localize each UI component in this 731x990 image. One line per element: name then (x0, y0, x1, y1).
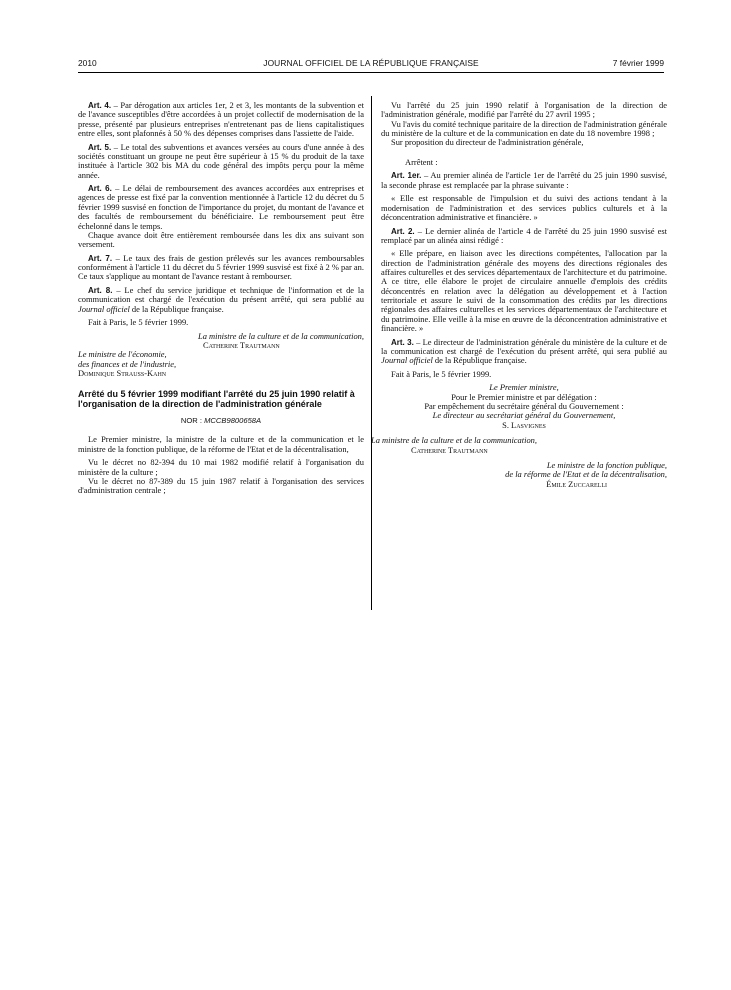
signatory-title: La ministre de la culture et de la communication, (198, 330, 364, 341)
nor-reference: NOR : MCCB9800658A (180, 416, 262, 425)
preamble: Le Premier ministre, la ministre de la culture et de la communication et le ministre de la fonction publique, de la réforme de l'Etat et de la décentralisation, (78, 434, 364, 454)
article-8: Art. 8. – Le chef du service juridique et technique de l'information et de la communication est chargé de l'exécution du présent arrêté, qui sera publié au Journal officiel de la République française. (78, 284, 365, 314)
article-1-quote: « Elle est responsable de l'impulsion et du suivi des actions tendant à la modernisation de l'administration et des services publics culturels et à la déconcentration administrative et financière. » (381, 193, 667, 222)
signatory-title: Le Premier ministre, (489, 382, 559, 393)
decree-title: Arrêté du 5 février 1999 modifiant l'arrêté du 25 juin 1990 relatif à l'organisation de la direction de l'administration générale (78, 389, 355, 410)
signatory-name: Émile Zuccarelli (546, 478, 607, 489)
page-header (78, 58, 664, 72)
signatory-name: Dominique Strauss-Kahn (78, 368, 167, 379)
signatory-delegation: Pour le Premier ministre et par délégation : (451, 391, 597, 402)
signatory-title: des finances et de l'industrie, (78, 358, 177, 369)
article-2: Art. 2. – Le dernier alinéa de l'article 4 de l'arrêté du 25 juin 1990 susvisé est remplacé par un alinéa ainsi rédigé : (381, 225, 667, 245)
signatory-title: Le ministre de l'économie, (78, 349, 167, 360)
visa: Vu l'avis du comité technique paritaire de la direction de l'administration générale du ministère de la culture et de la communication en date du 18 novembre 1998 ; (381, 118, 667, 139)
signature-date: Fait à Paris, le 5 février 1999. (391, 368, 492, 379)
article-5: Art. 5. – Le total des subventions et avances versées au cours d'une année à des sociétés constituant un groupe ne peut être supérieur à 15 % du produit de la taxe instituée à l'article 302 bis MA du code général des impôts perçu pour la même année. (78, 141, 364, 180)
visa: Vu le décret no 87-389 du 15 juin 1987 relatif à l'organisation des services d'administration centrale ; (78, 475, 364, 496)
article-1: Art. 1er. – Au premier alinéa de l'article 1er de l'arrêté du 25 juin 1990 susvisé, la seconde phrase est remplacée par la phrase suivante : (381, 170, 667, 190)
signatory-title: de la réforme de l'Etat et de la décentralisation, (505, 469, 667, 480)
signatory-delegation: Par empêchement du secrétaire général du Gouvernement : (424, 401, 624, 412)
signatory-name: Catherine Trautmann (411, 444, 488, 455)
page-number: 2010 (78, 58, 97, 68)
article-3: Art. 3. – Le directeur de l'administration générale du ministère de la culture et de la communication est chargé de l'exécution du présent arrêté, qui sera publié au Journal officiel de la République française. (381, 336, 668, 366)
proposal: Sur proposition du directeur de l'administration générale, (391, 137, 584, 148)
signatory-title: Le ministre de la fonction publique, (546, 459, 667, 470)
signatory-name: S. Lasvignes (502, 419, 546, 430)
column-divider (371, 96, 372, 610)
article-2-quote: « Elle prépare, en liaison avec les directions compétentes, l'allocation par la direction de l'administration générale des moyens des directions régionales des affaires culturelles et des services départementaux de l'architecture et du patrimoine. A ce titre, elle élabore le projet de circulaire annuelle d'emplois des crédits déconcentrés en relation avec la délégation au développement et à l'action territoriale et assure le suivi de la consommation des crédits par les directions régionales des affaires culturelles et les services départementaux de l'architecture et du patrimoine. Elle veille à la mise en œuvre de la déconcentration administrative et financière. » (381, 248, 667, 334)
signatory-name: Catherine Trautmann (203, 340, 280, 351)
visa: Vu le décret no 82-394 du 10 mai 1982 modifié relatif à l'organisation du ministère de la culture ; (78, 457, 364, 477)
article-6: Art. 6. – Le délai de remboursement des avances accordées aux entreprises et agences de presse est fixé par la convention mentionnée à l'article 12 du décret du 5 février 1999 susvisé en fonction de l'importance du projet, du montant de l'avance et des facultés de remboursement du bénéficiaire. Le remboursement peut être échelonné dans le temps. (78, 183, 365, 231)
signature-date: Fait à Paris, le 5 février 1999. (88, 317, 189, 328)
visa: Vu l'arrêté du 25 juin 1990 relatif à l'organisation de la direction de l'administration générale, modifié par l'arrêté du 27 avril 1995 ; (381, 100, 667, 120)
article-4: Art. 4. – Par dérogation aux articles 1er, 2 et 3, les montants de la subvention et de l'avance susceptibles d'être accordées à un projet collectif de modernisation de la presse, présenté par plusieurs entreprises n'entretenant pas de liens capitalistiques entre elles, sont plafonnés à 50 % des dépenses comprises dans l'assiette de l'aide. (78, 100, 364, 139)
article-7: Art. 7. – Le taux des frais de gestion prélevés sur les avances remboursables conformément à l'article 11 du décret du 5 février 1999 susvisé est fixé à 2 % par an. Ce taux s'applique au montant de l'avance restant à rembourser. (78, 252, 365, 282)
journal-title: JOURNAL OFFICIEL DE LA RÉPUBLIQUE FRANÇAISE (263, 58, 479, 68)
issue-date: 7 février 1999 (612, 58, 664, 68)
signatory-title: Le directeur au secrétariat général du Gouvernement, (432, 410, 616, 421)
header-rule (78, 72, 664, 73)
arretent-heading: Arrêtent : (405, 156, 438, 167)
right-column (371, 100, 668, 489)
article-6-paragraph-2: Chaque avance doit être entièrement remboursée dans les dix ans suivant son versement. (78, 229, 364, 250)
left-column (78, 101, 364, 500)
signatory-title: La ministre de la culture et de la communication, (371, 435, 537, 446)
